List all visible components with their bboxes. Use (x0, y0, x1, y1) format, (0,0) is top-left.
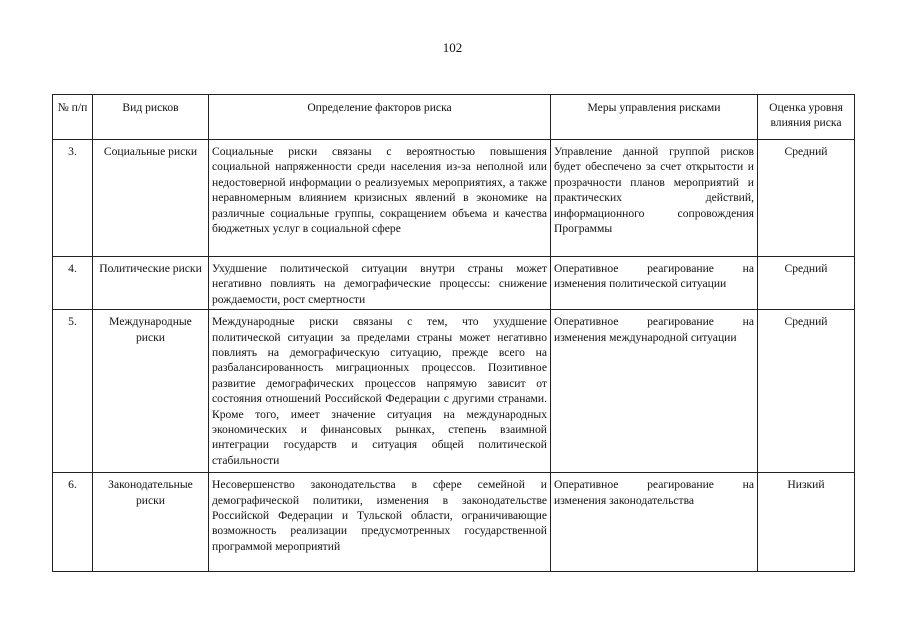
header-risk-measures: Меры управления рисками (551, 95, 758, 140)
cell-num: 4. (53, 257, 93, 310)
cell-impact-level: Средний (758, 140, 855, 257)
cell-risk-definition: Социальные риски связаны с вероятностью повышения социальной напряженности среди населения из-за неполной или недостоверной информации о реализуемых мероприятиях, а также неравномерным влиянием кризисных явлений в экономике на различные социальные группы, сокращением объема и качества бюджетных услуг в социальной сфере (209, 140, 551, 257)
header-risk-definition: Определение факторов риска (209, 95, 551, 140)
cell-num: 6. (53, 473, 93, 572)
cell-num: 3. (53, 140, 93, 257)
cell-risk-type: Законодательные риски (93, 473, 209, 572)
cell-impact-level: Низкий (758, 473, 855, 572)
page-number: 102 (442, 40, 463, 55)
table-row (53, 257, 855, 310)
cell-risk-definition: Международные риски связаны с тем, что ухудшение политической ситуации за пределами страны может негативно повлиять на демографическую ситуацию, прежде всего на разбалансированность миграционных процессов. Позитивное развитие демографических процессов напрямую зависит от состояния отношений Российской Федерации с другими странами. Кроме того, имеет значение ситуация на международных экономических и финансовых рынках, степень взаимной интеграции государств и ситуация общей политической стабильности (209, 310, 551, 473)
table-header-row (53, 95, 855, 140)
cell-risk-measures: Оперативное реагирование на изменения международной ситуации (551, 310, 758, 473)
cell-risk-type: Международные риски (93, 310, 209, 473)
cell-risk-definition: Несовершенство законодательства в сфере семейной и демографической политики, изменения в законодательстве Российской Федерации и Тульской области, ограничивающие возможность реализации предусмотренных государственной программой мероприятий (209, 473, 551, 572)
table-row (53, 310, 855, 473)
cell-impact-level: Средний (758, 257, 855, 310)
cell-risk-definition: Ухудшение политической ситуации внутри страны может негативно повлиять на демографические процессы: снижение рождаемости, рост смертности (209, 257, 551, 310)
cell-risk-measures: Управление данной группой рисков будет обеспечено за счет открытости и прозрачности планов мероприятий и практических действий, информационного сопровождения Программы (551, 140, 758, 257)
cell-num: 5. (53, 310, 93, 473)
cell-risk-measures: Оперативное реагирование на изменения законодательства (551, 473, 758, 572)
header-impact-level: Оценка уровня влияния риска (758, 95, 855, 140)
header-num: № п/п (53, 95, 93, 140)
header-risk-type: Вид рисков (93, 95, 209, 140)
table-row (53, 473, 855, 572)
cell-impact-level: Средний (758, 310, 855, 473)
cell-risk-type: Политические риски (93, 257, 209, 310)
cell-risk-type: Социальные риски (93, 140, 209, 257)
risk-table (52, 94, 855, 572)
table-row (53, 140, 855, 257)
cell-risk-measures: Оперативное реагирование на изменения политической ситуации (551, 257, 758, 310)
